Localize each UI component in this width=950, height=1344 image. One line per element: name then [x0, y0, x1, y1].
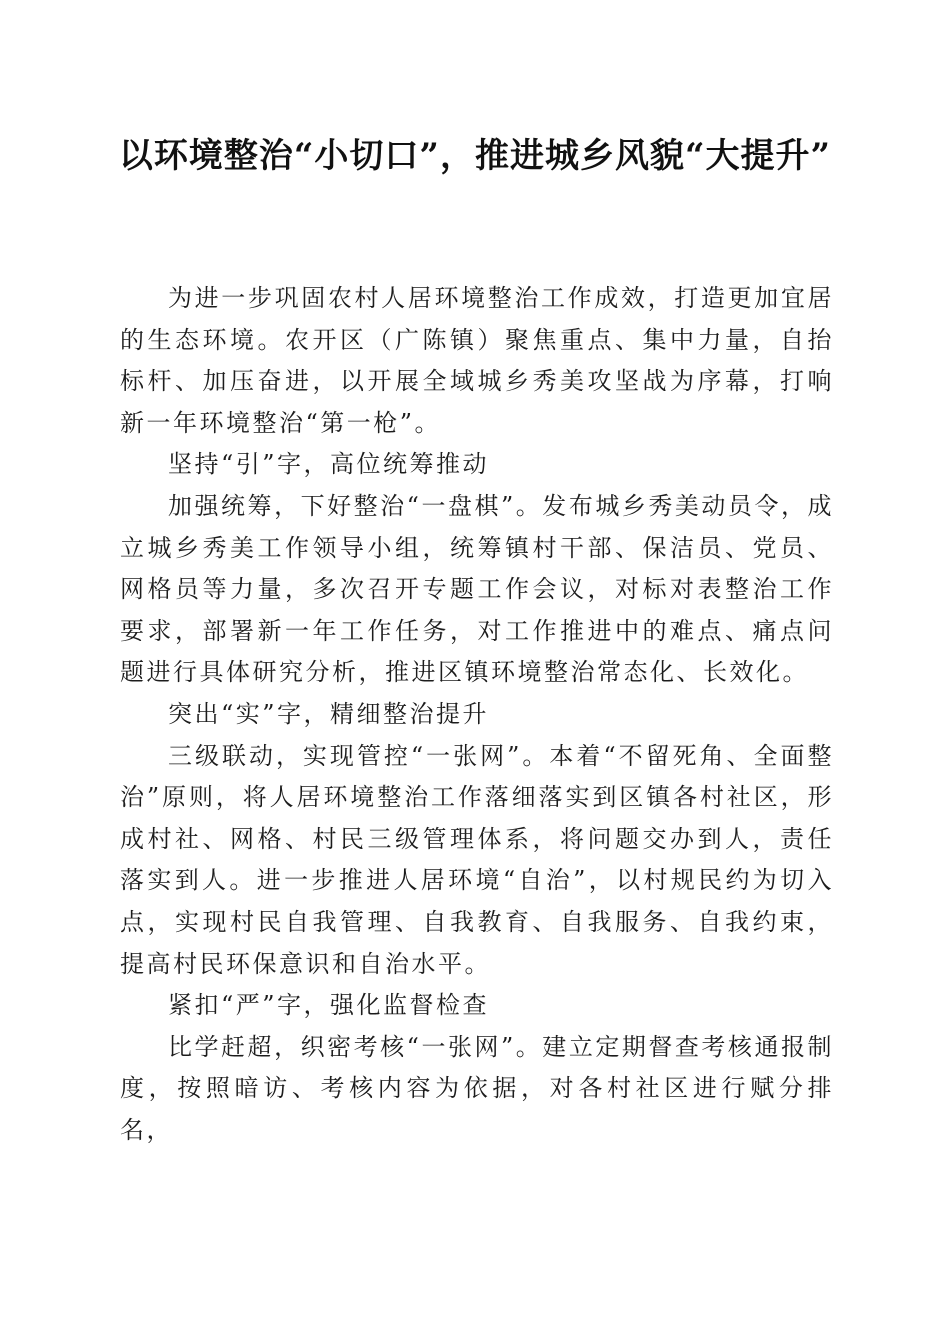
section-paragraph-2: 三级联动，实现管控“一张网”。本着“不留死角、全面整治”原则，将人居环境整治工作落细落实到区镇各村社区，形成村社、网格、村民三级管理体系，将问题交办到人，责任落实到人。进一步推进人居环境“自治”，以村规民约为切入点，实现村民自我管理、自我教育、自我服务、自我约束，提高村民环保意识和自治水平。: [120, 741, 834, 978]
section-heading-1: 坚持“引”字，高位统筹推动: [168, 450, 490, 479]
section-heading-3: 紧扣“严”字，强化监督检查: [168, 991, 490, 1020]
page-title: 以环境整治“小切口”，推进城乡风貌“大提升”: [118, 136, 832, 176]
section-paragraph-1: 加强统筹，下好整治“一盘棋”。发布城乡秀美动员令，成立城乡秀美工作领导小组，统筹镇村干部、保洁员、党员、网格员等力量，多次召开专题工作会议，对标对表整治工作要求，部署新一年工作任务，对工作推进中的难点、痛点问题进行具体研究分析，推进区镇环境整治常态化、长效化。: [120, 491, 834, 687]
intro-paragraph: 为进一步巩固农村人居环境整治工作成效，打造更加宜居的生态环境。农开区（广陈镇）聚焦重点、集中力量，自抬标杆、加压奋进，以开展全域城乡秀美攻坚战为序幕，打响新一年环境整治“第一枪”。: [120, 284, 834, 437]
section-paragraph-3: 比学赶超，织密考核“一张网”。建立定期督查考核通报制度，按照暗访、考核内容为依据，对各村社区进行赋分排名，: [120, 1032, 834, 1144]
document-body: [120, 278, 834, 1151]
section-heading-2: 突出“实”字，精细整治提升: [168, 699, 490, 728]
